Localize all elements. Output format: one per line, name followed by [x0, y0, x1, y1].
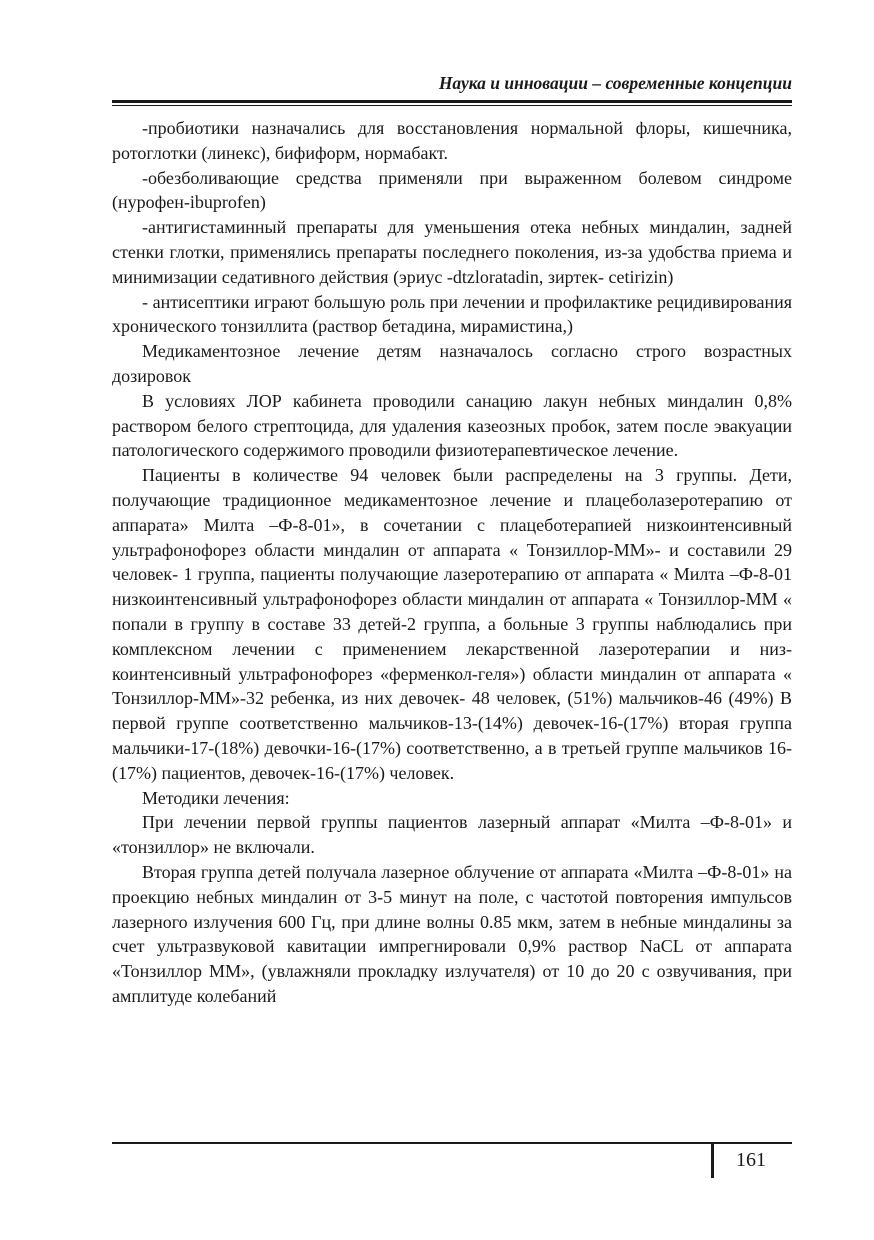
paragraph-probiotics: -пробиотики назначались для восстановления нормальной флоры, кишечника, ротоглотки (линекс), бифиформ, нормабакт. [112, 118, 792, 163]
paragraph-antiseptics: - антисептики играют большую роль при лечении и профилактике рецидивирования хронического тонзиллита (раствор бетадина, мирамистина,) [112, 291, 792, 337]
header-rule-thick [112, 100, 792, 103]
running-header-title: Наука и инновации – современные концепции [438, 73, 792, 93]
paragraph-antihistamines: -антигистаминный препараты для уменьшения отека небных миндалин, задней стенки глотки, применялись препараты последнего поколения, из-за удобства приема и минимизации седативного действия (эриус -dtzloratadin, зиртек- cetirizin) [112, 217, 792, 287]
paragraph-dosage: Медикаментозное лечение детям назначалось согласно строго возрастных дозировок [112, 341, 792, 386]
paragraph-group-two: Вторая группа детей получала лазерное облучение от аппарата «Милта –Ф-8-01» на проекцию небных миндалин от 3-5 минут на поле, с частотой повторения импульсов лазерного излучения 600 Гц, при длине волны 0.85 мкм, затем в небные миндалины за счет ультразвуковой кавитации импрегнировали 0,9% раствор NaCL от аппарата «Тонзиллор ММ», (увлажняли прокладку излучателя) от 10 до 20 с озвучивания, при амплитуде колебаний [112, 861, 792, 1006]
body-text [112, 116, 792, 1009]
page-number: 161 [736, 1149, 766, 1171]
paragraph-methods-heading: Методики лечения: [142, 787, 290, 808]
header-rule-thin [112, 105, 792, 106]
paragraph-ent-sanitation: В условиях ЛОР кабинета проводили санацию лакун небных миндалин 0,8% раствором белого стрептоцида, для удаления казеозных пробок, затем после эвакуации патологического содержимого проводили физиотерапевтическое лечение. [112, 390, 792, 461]
paragraph-analgesics: -обезболивающие средства применяли при выраженном болевом синдроме (нурофен-ibuprofen) [112, 167, 792, 213]
paragraph-group-one: При лечении первой группы пациентов лазерный аппарат «Милта –Ф-8-01» и «тонзиллор» не включали. [112, 812, 792, 858]
footer-vertical-bar [711, 1142, 714, 1178]
footer-rule [112, 1142, 792, 1144]
paragraph-patient-groups: Пациенты в количестве 94 человек были распределены на 3 группы. Дети, получающие традиционное медикаментозное лечение и плацеболазеротерапию от аппарата» Милта –Ф-8-01», в сочетании с плацеботерапией низкоинтенсивный ультрафонофорез области миндалин от аппарата « Тонзиллор-ММ»- и составили 29 человек- 1 группа, пациенты получающие лазеротерапию от аппарата « Милта –Ф-8-01 низкоинтенсивный ультрафонофорез области миндалин от аппарата « Тонзиллор-ММ « попали в группу в составе 33 детей-2 группа, а больные 3 группы наблюдались при комплексном лечении с применением лекарственной лазеротерапии и низкоинтенсивный ультрафонофорез «ферменкол-геля») области миндалин от аппарата « Тонзиллор-ММ»-32 ребенка, из них девочек- 48 человек, (51%) мальчиков-46 (49%) В первой группе соответственно мальчиков-13-(14%) девочек-16-(17%) вторая группа мальчики-17-(18%) девочки-16-(17%) соответственно, а в третьей группе мальчиков 16-(17%) пациентов, девочек-16-(17%) человек. [112, 465, 792, 783]
